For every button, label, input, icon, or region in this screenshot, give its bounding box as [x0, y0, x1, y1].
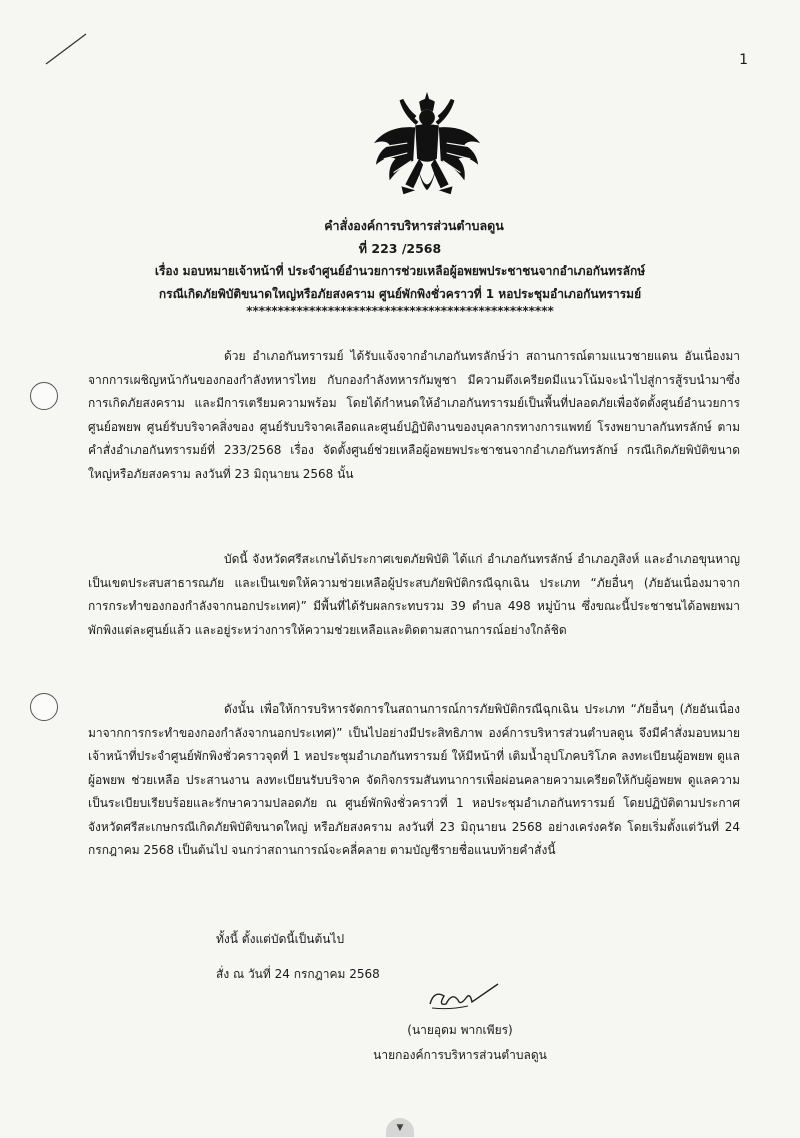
paragraph-text: ดังนั้น เพื่อให้การบริหารจัดการในสถานการณ์การภัยพิบัติกรณีฉุกเฉิน ประเภท “ภัยอื่นๆ (ภัยอันเนื่องมาจากการกระทำของกองกำลังจากนอกประเทศ)” เป็นไปอย่างมีประสิทธิภาพ องค์การบริหารส่วนตำบลดูน จึงมีคำสั่งมอบหมายเจ้าหน้าที่ประจำศูนย์พักพิงชั่วคราวจุดที่ 1 หอประชุมอำเภอกันทรารมย์ ให้มีหน้าที่ เติมน้ำอุปโภคบริโภค ลงทะเบียนผู้อพยพ ดูแลผู้อพยพ ช่วยเหลือ ประสานงาน ลงทะเบียนรับบริจาค จัดกิจกรรมสันทนาการเพื่อผ่อนคลายความเครียดให้กับผู้อพยพ ดูแลความเป็นระเบียบเรียบร้อยและรักษาความปลอดภัย ณ ศูนย์พักพิงชั่วคราวที่ 1 หอประชุมอำเภอกันทรารมย์ โดยปฏิบัติตามประกาศจังหวัดศรีสะเกษกรณีเกิดภัยพิบัติขนาดใหญ่ หรือภัยสงคราม ลงวันที่ 23 มิถุนายน 2568 อย่างเคร่งครัด โดยเริ่มตั้งแต่วันที่ 24 กรกฎาคม 2568 เป็นต้นไป จนกว่าสถานการณ์จะคลี่คลาย ตามบัญชีรายชื่อแนบท้ายคำสั่งนี้	[88, 702, 740, 857]
order-header	[0, 214, 800, 323]
paragraph-declaration	[88, 548, 740, 642]
signer-block	[310, 1018, 610, 1068]
header-separator: *************************************************	[246, 304, 554, 318]
ordered-date: สั่ง ณ วันที่ 24 กรกฎาคม 2568	[216, 967, 380, 981]
paragraph-assignment	[88, 698, 740, 863]
pen-stroke-mark	[42, 30, 92, 70]
punch-hole	[30, 693, 58, 721]
order-title: คำสั่งองค์การบริหารส่วนตำบลดูน	[324, 218, 504, 233]
handwritten-signature	[424, 978, 504, 1018]
page-number: 1	[739, 52, 748, 68]
order-subject-line-2: กรณีเกิดภัยพิบัติขนาดใหญ่หรือภัยสงคราม ศูนย์พักพิงชั่วคราวที่ 1 หอประชุมอำเภอกันทรารมย์	[158, 287, 642, 301]
closing-block	[216, 928, 380, 986]
signer-position: นายกองค์การบริหารส่วนตำบลดูน	[373, 1048, 547, 1062]
order-number: ที่ 223 /2568	[358, 241, 442, 256]
paragraph-text: บัดนี้ จังหวัดศรีสะเกษได้ประกาศเขตภัยพิบัติ ได้แก่ อำเภอกันทรลักษ์ อำเภอภูสิงห์ และอำเภอขุนหาญ เป็นเขตประสบสาธารณภัย และเป็นเขตให้ความช่วยเหลือผู้ประสบภัยพิบัติกรณีฉุกเฉิน ประเภท “ภัยอื่นๆ (ภัยอันเนื่องมาจากการกระทำของกองกำลังจากนอกประเทศ)” มีพื้นที่ได้รับผลกระทบรวม 39 ตำบล 498 หมู่บ้าน ซึ่งขณะนี้ประชาชนได้อพยพมาพักพิงแต่ละศูนย์แล้ว และอยู่ระหว่างการให้ความช่วยเหลือและติดตามสถานการณ์อย่างใกล้ชิด	[88, 552, 740, 637]
paragraph-text: ด้วย อำเภอกันทรารมย์ ได้รับแจ้งจากอำเภอกันทรลักษ์ว่า สถานการณ์ตามแนวชายแดน อันเนื่องมาจากการเผชิญหน้ากันของกองกำลังทหารไทย กับกองกำลังทหารกัมพูชา มีความตึงเครียดมีแนวโน้มจะนำไปสู่การสู้รบนำมาซึ่งการเกิดภัยสงคราม และมีการเตรียมความพร้อม โดยได้กำหนดให้อำเภอกันทรารมย์เป็นพื้นที่ปลอดภัยเพื่อจัดตั้งศูนย์อำนวยการศูนย์อพยพ ศูนย์รับบริจาคสิ่งของ ศูนย์รับบริจาคเลือดและศูนย์ปฏิบัติงานของบุคลากรทางการแพทย์ โรงพยาบาลกันทรลักษ์ ตามคำสั่งอำเภอกันทรารมย์ที่ 233/2568 เรื่อง จัดตั้งศูนย์ช่วยเหลือผู้อพยพประชาชนจากอำเภอกันทรลักษ์ กรณีเกิดภัยพิบัติขนาดใหญ่หรือภัยสงคราม ลงวันที่ 23 มิถุนายน 2568 นั้น	[88, 349, 740, 481]
effective-statement: ทั้งนี้ ตั้งแต่บัดนี้เป็นต้นไป	[216, 932, 345, 946]
scroll-down-icon[interactable]: ▼	[386, 1118, 414, 1137]
order-subject-line-1: เรื่อง มอบหมายเจ้าหน้าที่ ประจำศูนย์อำนวยการช่วยเหลือผู้อพยพประชาชนจากอำเภอกันทรลักษ์	[154, 264, 646, 278]
garuda-emblem-icon	[368, 88, 486, 206]
punch-hole	[30, 382, 58, 410]
signer-name: (นายอุดม พากเพียร)	[407, 1023, 513, 1037]
paragraph-background	[88, 345, 740, 486]
